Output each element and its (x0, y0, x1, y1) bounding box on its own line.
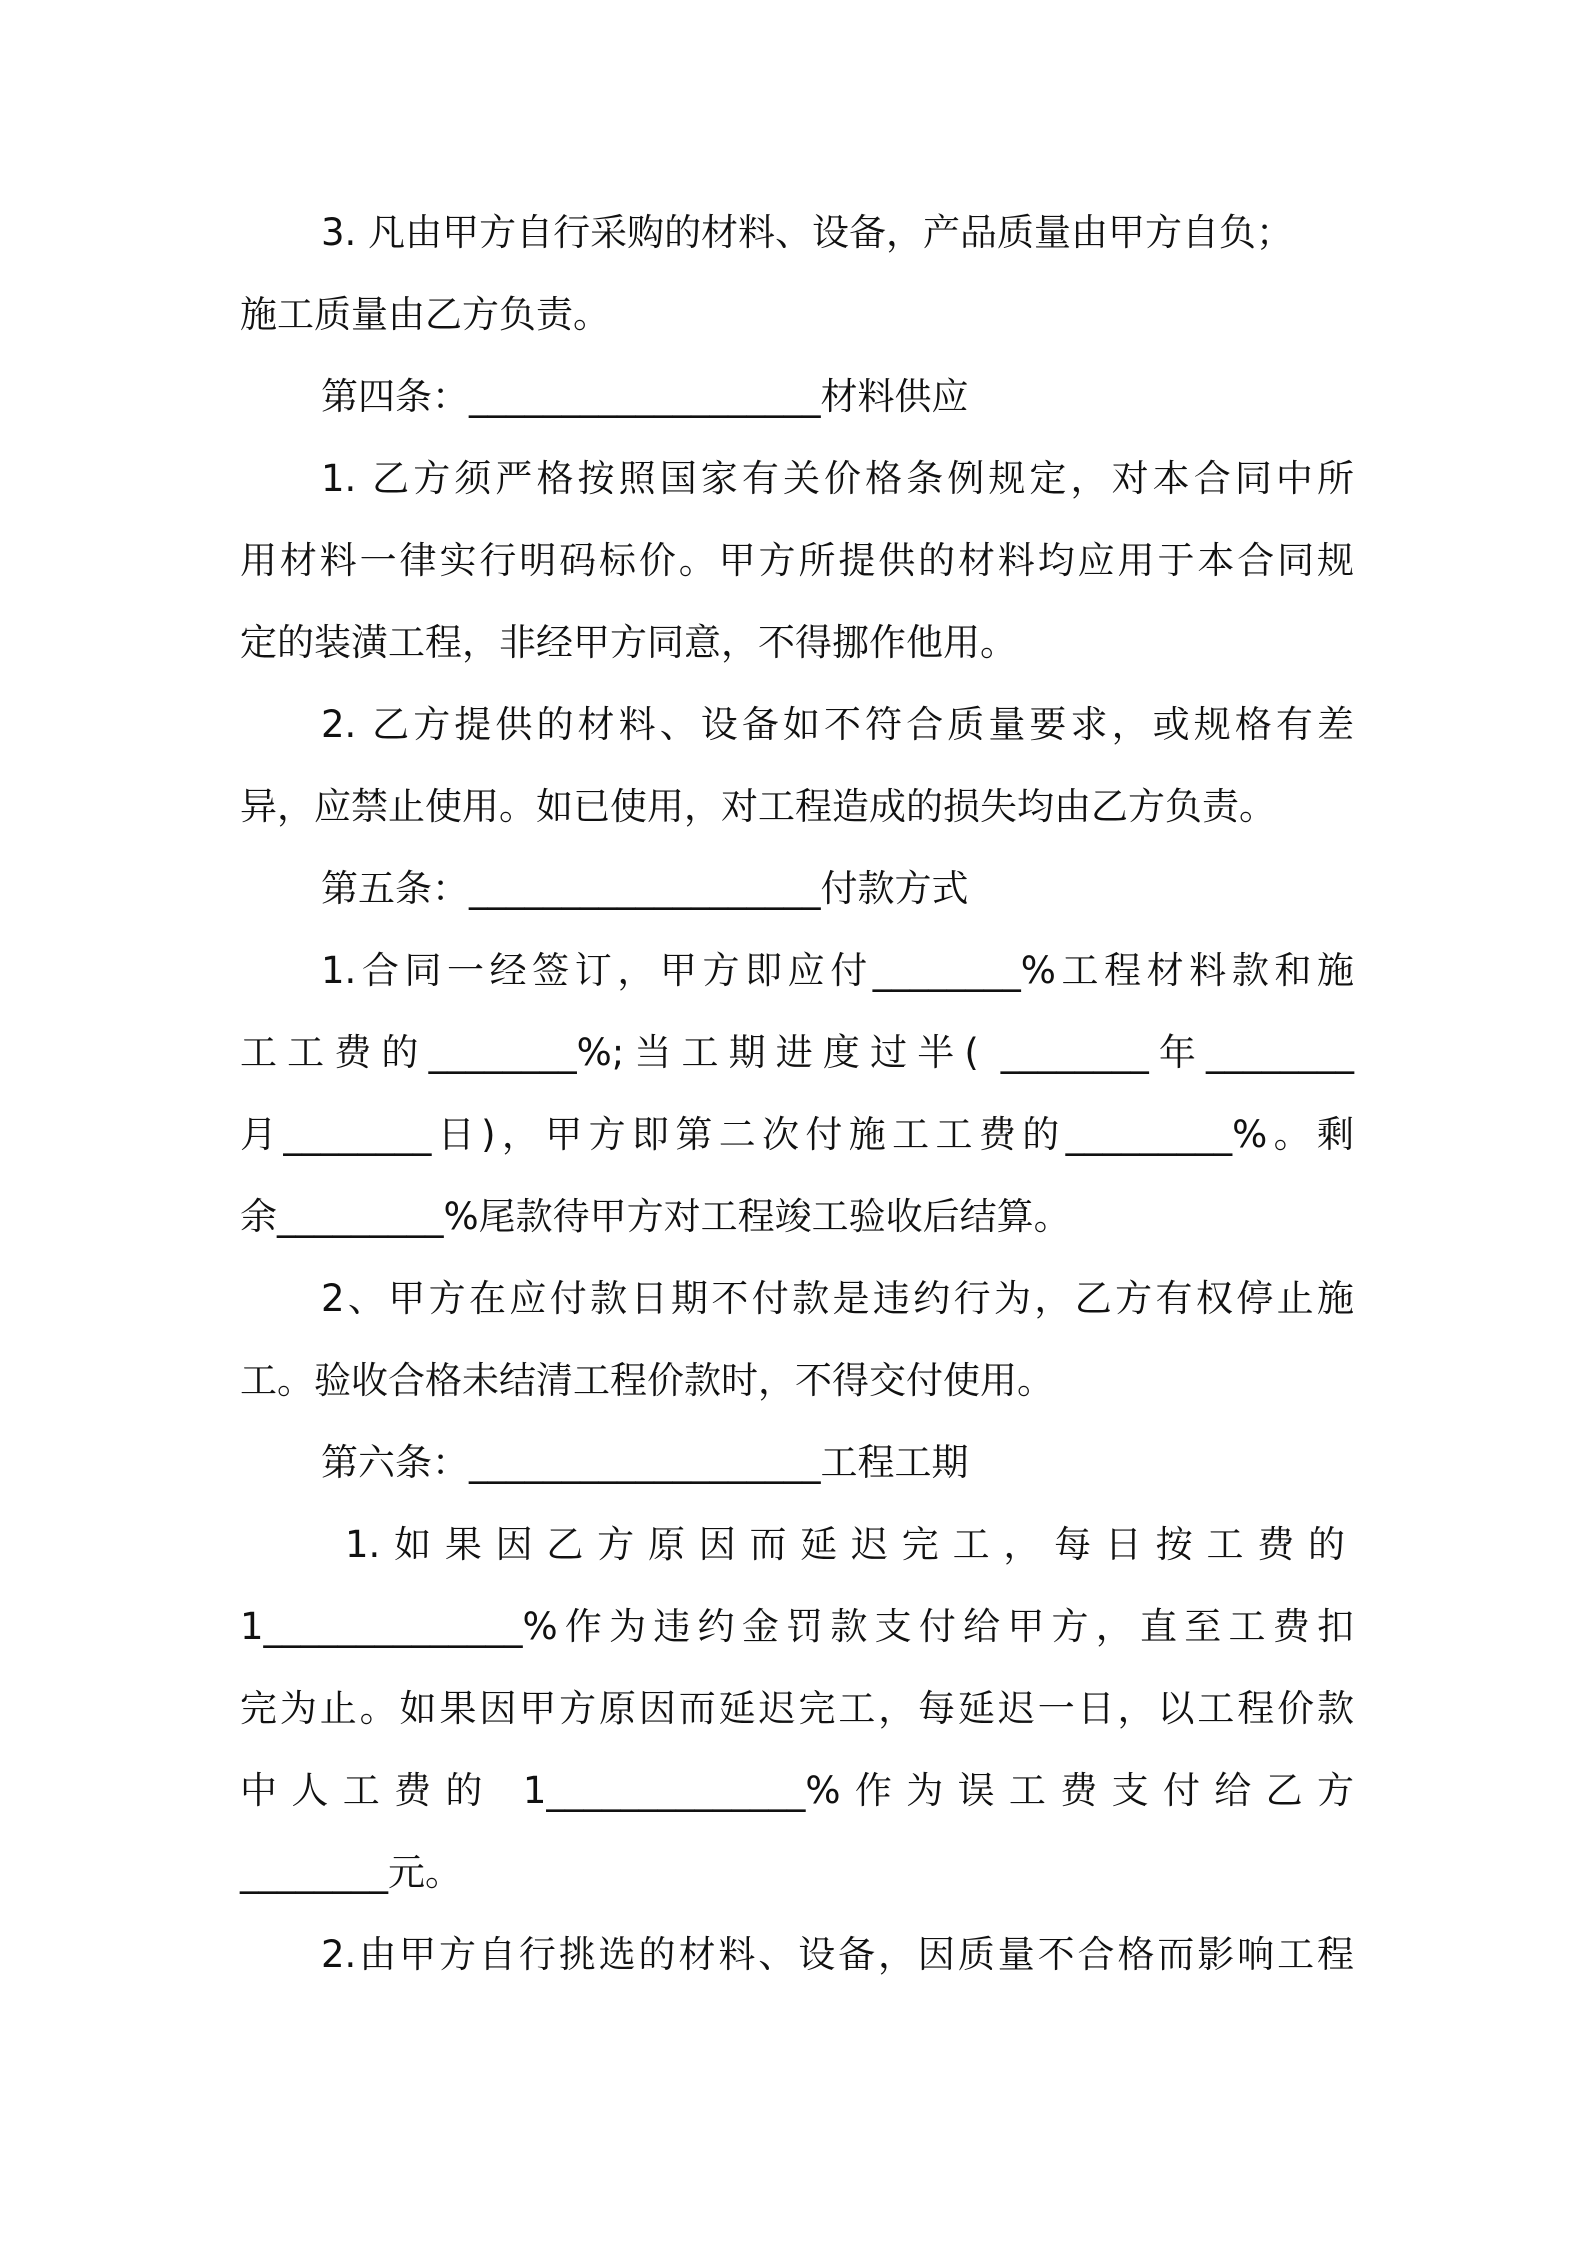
clause-6-1-line-5: ________元。 (240, 1851, 462, 1894)
article-5-heading: 第五条：___________________付款方式 (321, 867, 969, 910)
clause-4-2-line-1: 2. 乙方提供的材料、设备如不符合质量要求，或规格有差 (321, 703, 1354, 746)
clause-5-2-line-2: 工。验收合格未结清工程价款时，不得交付使用。 (240, 1359, 1054, 1402)
clause-4-2-line-2: 异，应禁止使用。如已使用，对工程造成的损失均由乙方负责。 (240, 785, 1276, 828)
clause-5-1-line-4: 余_________%尾款待甲方对工程竣工验收后结算。 (240, 1195, 1071, 1238)
article-4-heading: 第四条：___________________材料供应 (321, 375, 969, 418)
clause-6-2-line-1: 2.由甲方自行挑选的材料、设备，因质量不合格而影响工程 (321, 1933, 1354, 1976)
clause-5-1-line-2: 工工费的________%;当工期进度过半( ________年________ (240, 1031, 1354, 1074)
clause-6-1-line-1: 1.如果因乙方原因而延迟完工，每日按工费的 (345, 1523, 1345, 1566)
clause-5-1-line-1: 1.合同一经签订，甲方即应付________%工程材料款和施 (321, 949, 1354, 992)
clause-6-1-line-3: 完为止。如果因甲方原因而延迟完工，每延迟一日，以工程价款 (240, 1687, 1354, 1730)
clause-6-1-line-4: 中人工费的 1______________%作为误工费支付给乙方 (240, 1769, 1354, 1812)
clause-4-1-line-3: 定的装潢工程，非经甲方同意，不得挪作他用。 (240, 621, 1017, 664)
clause-4-1-line-2: 用材料一律实行明码标价。甲方所提供的材料均应用于本合同规 (240, 539, 1354, 582)
clause-5-2-line-1: 2、甲方在应付款日期不付款是违约行为，乙方有权停止施 (321, 1277, 1354, 1320)
clause-3-3-line-1: 3. 凡由甲方自行采购的材料、设备，产品质量由甲方自负； (321, 211, 1294, 254)
clause-6-1-line-2: 1______________%作为违约金罚款支付给甲方，直至工费扣 (240, 1605, 1354, 1648)
clause-3-3-line-2: 施工质量由乙方负责。 (240, 293, 610, 336)
article-6-heading: 第六条：___________________工程工期 (321, 1441, 969, 1484)
clause-4-1-line-1: 1. 乙方须严格按照国家有关价格条例规定，对本合同中所 (321, 457, 1354, 500)
clause-5-1-line-3: 月________日)，甲方即第二次付施工工费的_________%。剩 (240, 1113, 1354, 1156)
